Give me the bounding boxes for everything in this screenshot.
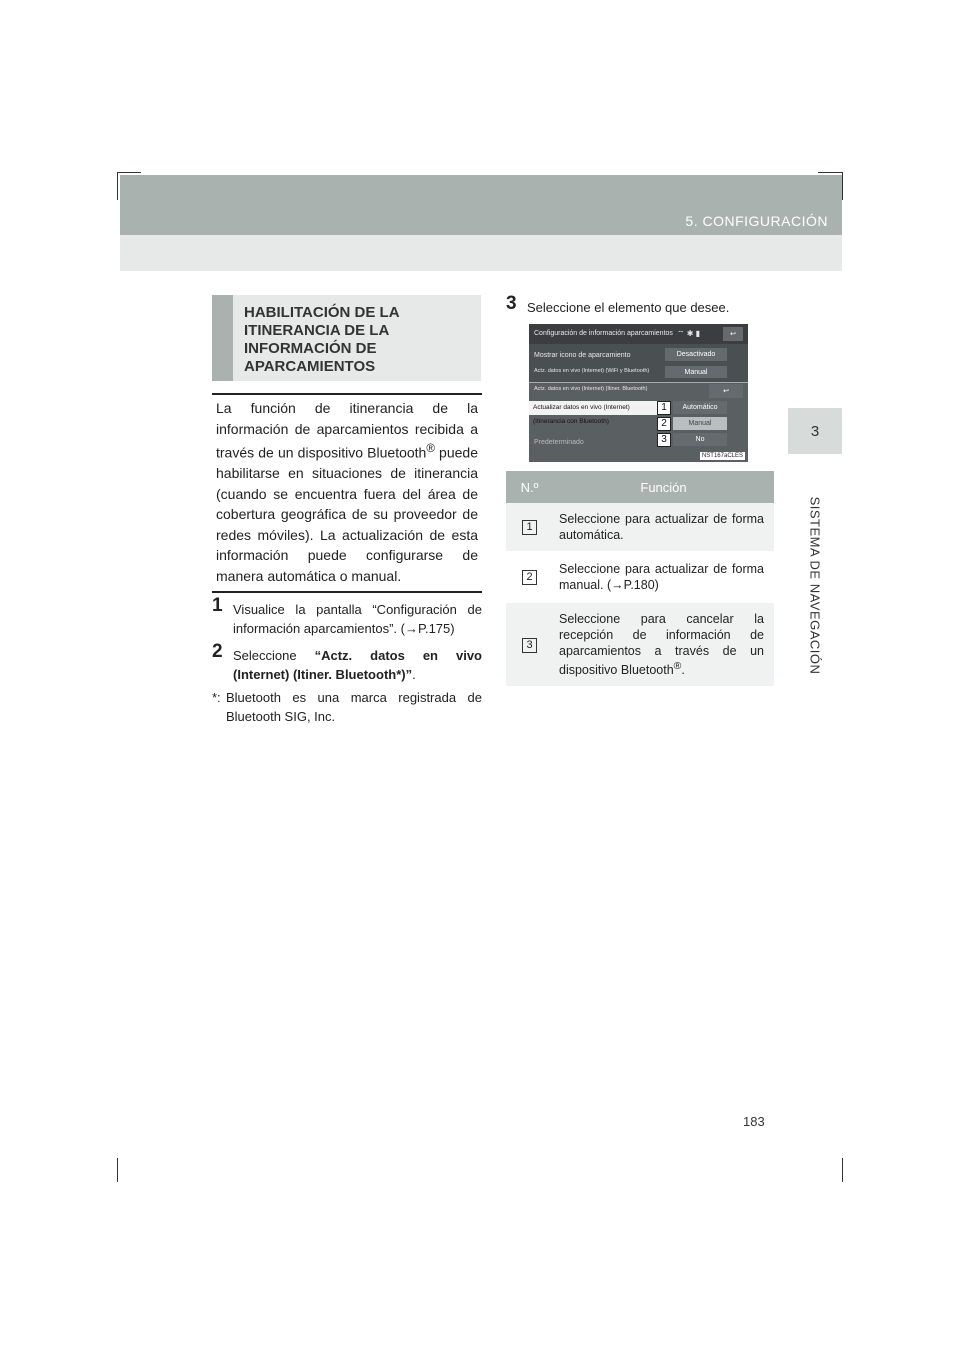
option-manual: Manual — [673, 417, 727, 430]
section-title: HABILITACIÓN DE LA ITINERANCIA DE LA INFORMACIÓN DE APARCAMIENTOS — [244, 304, 399, 375]
column-header-function: Función — [553, 471, 774, 503]
option-no: No — [673, 433, 727, 446]
step-2 — [212, 641, 482, 684]
row-number: 2 — [522, 570, 537, 585]
chapter-title: 5. CONFIGURACIÓN — [685, 213, 828, 229]
column-header-number: N.º — [506, 471, 553, 503]
side-section-text: SISTEMA DE NAVEGACIÓN — [807, 496, 823, 674]
screen-row3-label: Actz. datos en vivo (Internet) (Itiner. Bluetooth) — [534, 386, 648, 392]
crop-mark — [842, 1158, 843, 1182]
step-text: Seleccione el elemento que desee. — [527, 300, 730, 315]
chapter-tab-number: 3 — [810, 422, 820, 440]
table-row — [506, 552, 774, 602]
popup-back-icon: ↩ — [709, 384, 743, 398]
row-number: 3 — [522, 638, 537, 653]
function-table — [506, 471, 774, 688]
footnote-mark: *: — [212, 690, 221, 705]
step-text: Seleccione “Actz. datos en vivo (Internet) (Itiner. Bluetooth*)”. — [233, 648, 482, 682]
crop-mark — [842, 172, 843, 200]
intro-text: La función de itinerancia de la información de aparcamientos recibida a través de un dispositivo Bluetooth® puede habilitarse en situaciones de itinerancia (cuando se encuentra fuera del área de cobertura geográfica de su proveedor de redes móviles). La actualización de esta información puede configurarse de manera automática o manual. — [216, 400, 478, 584]
back-icon: ↩ — [723, 327, 743, 341]
chapter-tab — [788, 408, 842, 454]
screen-title: Configuración de información aparcamientos — [534, 330, 673, 337]
crop-mark — [117, 172, 141, 173]
screen-popup — [529, 382, 748, 462]
step-number: 1 — [212, 595, 223, 616]
screen-illustration — [529, 324, 748, 462]
row-number: 1 — [522, 520, 537, 535]
crop-mark — [117, 172, 118, 200]
step-text: Visualice la pantalla “Configuración de información aparcamientos”. (→P.175) — [233, 602, 482, 636]
crop-mark — [117, 1158, 118, 1182]
page-number: 183 — [743, 1114, 765, 1129]
screen-default-label: Predeterminado — [534, 439, 584, 446]
row-description: Seleccione para actualizar de forma automática. — [553, 503, 774, 552]
section-heading-box — [212, 295, 481, 381]
option-automatico: Automático — [673, 401, 727, 414]
side-section-label — [773, 495, 857, 675]
crop-mark — [818, 172, 842, 173]
step-number: 2 — [212, 641, 223, 662]
heading-stripe — [212, 295, 233, 381]
screen-row1-value: Desactivado — [665, 348, 727, 361]
header-subbar — [120, 235, 842, 271]
step-number: 3 — [506, 293, 517, 314]
table-row — [506, 602, 774, 687]
row-description: Seleccione para actualizar de forma manual. (→P.180) — [553, 552, 774, 602]
table-row — [506, 503, 774, 552]
footnote-text: Bluetooth es una marca registrada de Bluetooth SIG, Inc. — [226, 690, 482, 724]
popup-label: Actualizar datos en vivo (Internet) (Itinerancia con Bluetooth) — [529, 401, 661, 415]
screen-row2-label: Actz. datos en vivo (Internet) (WiFi y Bluetooth) — [534, 368, 650, 374]
chapter-header — [120, 175, 842, 235]
callout-2: 2 — [657, 417, 671, 431]
callout-1: 1 — [657, 401, 671, 415]
screen-row1-label: Mostrar icono de aparcamiento — [534, 352, 631, 359]
callout-3: 3 — [657, 433, 671, 447]
status-icons: ⌔ ✱ ▮ — [677, 329, 701, 338]
step-3 — [506, 293, 776, 317]
row-description: Seleccione para cancelar la recepción de información de aparcamientos a través de un dispositivo Bluetooth®. — [553, 602, 774, 687]
image-code: NST167aCLES — [701, 453, 743, 459]
screen-row2-value: Manual — [665, 366, 727, 378]
footnote — [212, 688, 482, 726]
step-1 — [212, 595, 482, 638]
intro-box — [212, 393, 482, 593]
